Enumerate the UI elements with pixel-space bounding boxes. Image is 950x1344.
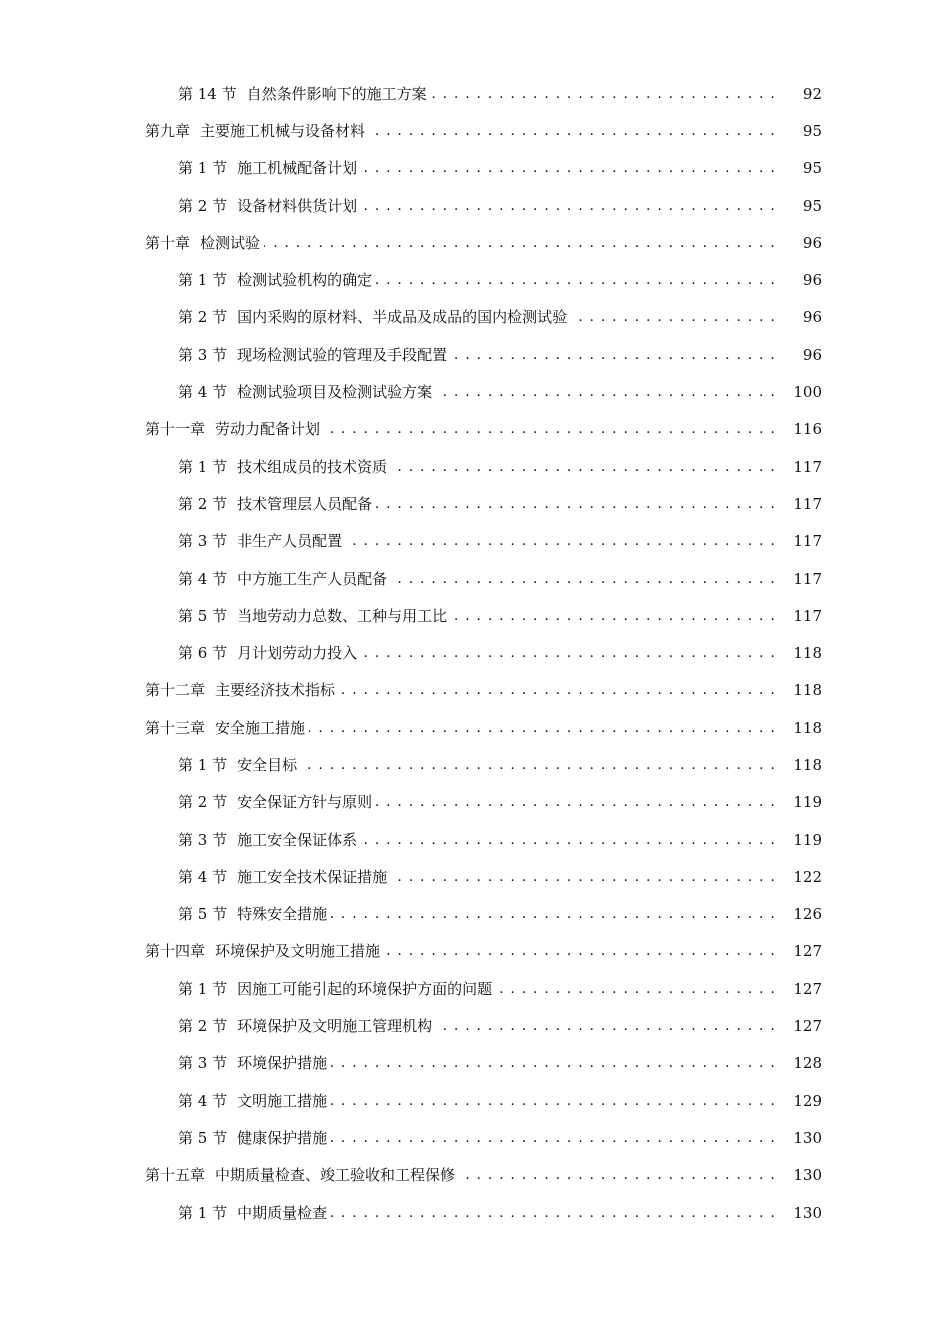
toc-section-entry[interactable] <box>0 858 950 895</box>
toc-entry-number: 第 3 节 <box>178 345 228 364</box>
toc-chapter-entry[interactable] <box>0 709 950 746</box>
toc-entry-page-number: 116 <box>793 420 822 439</box>
toc-entry-text <box>145 419 320 439</box>
toc-entry-text <box>145 941 380 961</box>
toc-entry-number: 第 4 节 <box>178 867 228 886</box>
toc-entry-number: 第十三章 <box>145 718 206 737</box>
dot-leader <box>331 904 776 924</box>
toc-entry-page-number: 100 <box>793 383 822 402</box>
toc-entry-page-number: 95 <box>802 196 822 215</box>
dot-leader <box>331 1053 776 1073</box>
toc-entry-page-number: 118 <box>793 718 822 737</box>
toc-chapter-entry[interactable] <box>0 1157 950 1194</box>
toc-entry-number: 第 3 节 <box>178 830 228 849</box>
toc-entry-text <box>178 830 357 850</box>
toc-entry-text <box>178 382 432 402</box>
toc-entry-number: 第 1 节 <box>178 1203 228 1222</box>
toc-entry-title: 文明施工措施 <box>237 1091 328 1110</box>
dot-leader <box>339 680 776 700</box>
toc-entry-title: 检测试验机构的确定 <box>237 271 373 290</box>
toc-entry-number: 第 2 节 <box>178 1017 228 1036</box>
toc-entry-title: 安全施工措施 <box>215 718 306 737</box>
toc-entry-text <box>178 270 372 290</box>
toc-entry-page-number: 117 <box>793 457 822 476</box>
toc-section-entry[interactable] <box>0 448 950 485</box>
toc-entry-number: 第 1 节 <box>178 159 228 178</box>
toc-entry-number: 第 2 节 <box>178 308 228 327</box>
toc-entry-title: 主要经济技术指标 <box>215 681 336 700</box>
toc-section-entry[interactable] <box>0 821 950 858</box>
toc-entry-page-number: 95 <box>802 159 822 178</box>
toc-entry-number: 第十四章 <box>145 942 206 961</box>
toc-entry-number: 第 1 节 <box>178 457 228 476</box>
dot-leader <box>459 1165 776 1185</box>
dot-leader <box>361 643 776 663</box>
dot-leader <box>376 270 776 290</box>
toc-entry-text <box>178 457 387 477</box>
toc-entry-page-number: 95 <box>802 121 822 140</box>
table-of-contents <box>0 75 950 1231</box>
toc-entry-page-number: 96 <box>802 233 822 252</box>
toc-entry-page-number: 127 <box>793 942 822 961</box>
toc-entry-title: 施工安全技术保证措施 <box>237 867 388 886</box>
toc-entry-page-number: 117 <box>793 569 822 588</box>
toc-entry-page-number: 119 <box>793 793 822 812</box>
toc-entry-number: 第十一章 <box>145 420 206 439</box>
toc-section-entry[interactable] <box>0 896 950 933</box>
toc-entry-title: 健康保护措施 <box>237 1128 328 1147</box>
toc-entry-page-number: 127 <box>793 1017 822 1036</box>
dot-leader <box>309 718 776 738</box>
toc-entry-page-number: 118 <box>793 755 822 774</box>
toc-entry-title: 中期质量检查、竣工验收和工程保修 <box>215 1166 456 1185</box>
toc-entry-text <box>178 867 387 887</box>
toc-entry-page-number: 117 <box>793 606 822 625</box>
dot-leader <box>451 345 776 365</box>
toc-entry-title: 设备材料供货计划 <box>237 196 358 215</box>
toc-section-entry[interactable] <box>0 634 950 671</box>
toc-entry-page-number: 130 <box>793 1166 822 1185</box>
dot-leader <box>391 867 776 887</box>
dot-leader <box>431 84 776 104</box>
toc-entry-page-number: 118 <box>793 681 822 700</box>
toc-entry-page-number: 129 <box>793 1091 822 1110</box>
toc-entry-number: 第 5 节 <box>178 606 228 625</box>
toc-entry-number: 第 6 节 <box>178 644 228 663</box>
toc-entry-title: 检测试验项目及检测试验方案 <box>237 383 433 402</box>
toc-entry-number: 第 3 节 <box>178 1054 228 1073</box>
toc-entry-number: 第 1 节 <box>178 271 228 290</box>
toc-section-entry[interactable] <box>0 150 950 187</box>
toc-entry-title: 环境保护措施 <box>237 1054 328 1073</box>
toc-entry-title: 施工机械配备计划 <box>237 159 358 178</box>
toc-entry-page-number: 126 <box>793 905 822 924</box>
toc-section-entry[interactable] <box>0 1007 950 1044</box>
toc-entry-text <box>178 643 357 663</box>
toc-chapter-entry[interactable] <box>0 672 950 709</box>
toc-entry-title: 国内采购的原材料、半成品及成品的国内检测试验 <box>237 308 568 327</box>
toc-entry-number: 第 3 节 <box>178 532 228 551</box>
toc-entry-number: 第九章 <box>145 121 191 140</box>
dot-leader <box>324 419 776 439</box>
toc-entry-text <box>145 1165 455 1185</box>
toc-entry-title: 现场检测试验的管理及手段配置 <box>237 345 448 364</box>
toc-entry-page-number: 130 <box>793 1203 822 1222</box>
dot-leader <box>361 196 776 216</box>
toc-entry-number: 第 14 节 <box>178 84 237 103</box>
toc-section-entry[interactable] <box>0 1045 950 1082</box>
toc-entry-number: 第 4 节 <box>178 1091 228 1110</box>
dot-leader <box>436 382 776 402</box>
toc-entry-number: 第 2 节 <box>178 196 228 215</box>
toc-chapter-entry[interactable] <box>0 933 950 970</box>
dot-leader <box>391 457 776 477</box>
toc-section-entry[interactable] <box>0 1119 950 1156</box>
toc-section-entry[interactable] <box>0 187 950 224</box>
toc-entry-text <box>178 606 447 626</box>
toc-chapter-entry[interactable] <box>0 112 950 149</box>
toc-entry-text <box>178 531 342 551</box>
dot-leader <box>361 158 776 178</box>
toc-entry-page-number: 127 <box>793 979 822 998</box>
toc-entry-text <box>145 121 365 141</box>
toc-entry-text <box>145 680 335 700</box>
toc-section-entry[interactable] <box>0 970 950 1007</box>
toc-entry-title: 安全保证方针与原则 <box>237 793 373 812</box>
toc-entry-text <box>178 345 447 365</box>
dot-leader <box>376 494 776 514</box>
toc-section-entry[interactable] <box>0 261 950 298</box>
toc-entry-title: 因施工可能引起的环境保护方面的问题 <box>237 979 493 998</box>
toc-entry-number: 第 5 节 <box>178 905 228 924</box>
dot-leader <box>384 941 776 961</box>
toc-entry-title: 环境保护及文明施工措施 <box>215 942 381 961</box>
toc-section-entry[interactable] <box>0 75 950 112</box>
dot-leader <box>346 531 776 551</box>
toc-entry-number: 第十二章 <box>145 681 206 700</box>
toc-entry-text <box>178 1016 432 1036</box>
dot-leader <box>391 569 776 589</box>
toc-entry-title: 施工安全保证体系 <box>237 830 358 849</box>
toc-entry-number: 第 1 节 <box>178 979 228 998</box>
toc-section-entry[interactable] <box>0 1194 950 1231</box>
dot-leader <box>301 755 776 775</box>
toc-section-entry[interactable] <box>0 1082 950 1119</box>
toc-entry-number: 第十五章 <box>145 1166 206 1185</box>
toc-entry-text <box>178 904 327 924</box>
toc-entry-title: 中期质量检查 <box>237 1203 328 1222</box>
toc-entry-text <box>178 755 297 775</box>
toc-chapter-entry[interactable] <box>0 411 950 448</box>
toc-entry-text <box>178 196 357 216</box>
toc-entry-title: 主要施工机械与设备材料 <box>200 121 366 140</box>
toc-section-entry[interactable] <box>0 373 950 410</box>
toc-entry-number: 第 1 节 <box>178 755 228 774</box>
toc-entry-text <box>178 158 357 178</box>
toc-entry-number: 第 2 节 <box>178 494 228 513</box>
toc-section-entry[interactable] <box>0 746 950 783</box>
toc-entry-title: 检测试验 <box>200 233 261 252</box>
toc-entry-page-number: 117 <box>793 532 822 551</box>
toc-entry-number: 第 5 节 <box>178 1128 228 1147</box>
toc-section-entry[interactable] <box>0 336 950 373</box>
toc-entry-page-number: 119 <box>793 830 822 849</box>
toc-entry-text <box>178 1128 327 1148</box>
toc-entry-text <box>145 718 305 738</box>
toc-section-entry[interactable] <box>0 560 950 597</box>
toc-section-entry[interactable] <box>0 299 950 336</box>
dot-leader <box>436 1016 776 1036</box>
toc-entry-text <box>178 1091 327 1111</box>
toc-entry-text <box>178 569 387 589</box>
toc-entry-text <box>145 233 260 253</box>
dot-leader <box>331 1128 776 1148</box>
toc-entry-page-number: 117 <box>793 494 822 513</box>
toc-entry-title: 劳动力配备计划 <box>215 420 321 439</box>
toc-entry-text <box>178 307 567 327</box>
toc-entry-text <box>178 494 372 514</box>
dot-leader <box>376 792 776 812</box>
toc-entry-title: 中方施工生产人员配备 <box>237 569 388 588</box>
toc-entry-text <box>178 792 372 812</box>
dot-leader <box>369 121 776 141</box>
toc-entry-number: 第 4 节 <box>178 569 228 588</box>
toc-chapter-entry[interactable] <box>0 224 950 261</box>
dot-leader <box>361 830 776 850</box>
toc-entry-number: 第十章 <box>145 233 191 252</box>
toc-entry-page-number: 118 <box>793 644 822 663</box>
toc-entry-title: 环境保护及文明施工管理机构 <box>237 1017 433 1036</box>
toc-entry-title: 非生产人员配置 <box>237 532 343 551</box>
toc-entry-page-number: 92 <box>802 84 822 103</box>
toc-entry-text <box>178 1203 327 1223</box>
toc-entry-title: 技术管理层人员配备 <box>237 494 373 513</box>
toc-section-entry[interactable] <box>0 597 950 634</box>
toc-section-entry[interactable] <box>0 485 950 522</box>
toc-entry-text <box>178 1053 327 1073</box>
toc-entry-text <box>178 979 492 999</box>
toc-section-entry[interactable] <box>0 523 950 560</box>
toc-entry-title: 当地劳动力总数、工种与用工比 <box>237 606 448 625</box>
toc-entry-page-number: 128 <box>793 1054 822 1073</box>
toc-entry-text <box>178 84 427 104</box>
toc-entry-title: 安全目标 <box>237 755 298 774</box>
toc-entry-title: 自然条件影响下的施工方案 <box>246 84 427 103</box>
toc-entry-number: 第 2 节 <box>178 793 228 812</box>
toc-entry-page-number: 96 <box>802 345 822 364</box>
dot-leader <box>264 233 776 253</box>
toc-entry-title: 特殊安全措施 <box>237 905 328 924</box>
toc-entry-page-number: 122 <box>793 867 822 886</box>
toc-entry-page-number: 96 <box>802 271 822 290</box>
dot-leader <box>571 307 776 327</box>
toc-entry-title: 技术组成员的技术资质 <box>237 457 388 476</box>
toc-entry-title: 月计划劳动力投入 <box>237 644 358 663</box>
dot-leader <box>451 606 776 626</box>
toc-entry-page-number: 130 <box>793 1128 822 1147</box>
toc-entry-page-number: 96 <box>802 308 822 327</box>
toc-section-entry[interactable] <box>0 784 950 821</box>
toc-entry-number: 第 4 节 <box>178 383 228 402</box>
dot-leader <box>331 1091 776 1111</box>
dot-leader <box>496 979 776 999</box>
dot-leader <box>331 1203 776 1223</box>
